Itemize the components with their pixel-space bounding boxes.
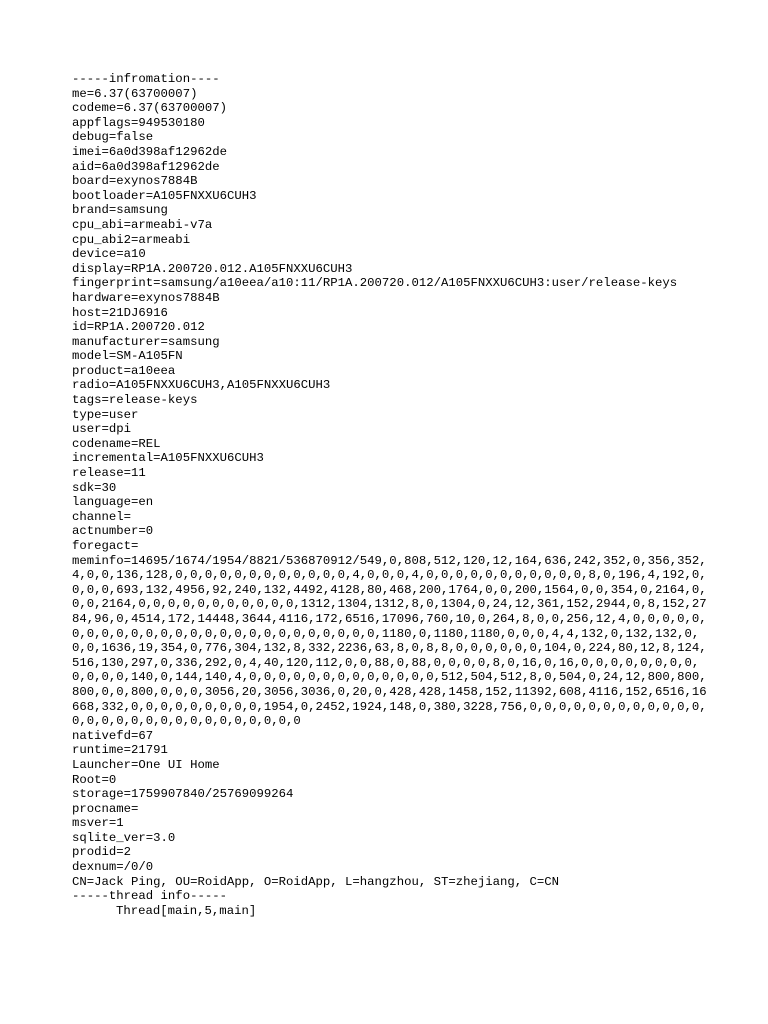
radio-line: radio=A105FNXXU6CUH3,A105FNXXU6CUH3 [72,378,331,393]
device-line: device=a10 [72,247,146,262]
type-line: type=user [72,407,139,422]
brand-line: brand=samsung [72,203,168,218]
product-line: product=a10eea [72,363,176,378]
actnumber-line: actnumber=0 [72,524,154,539]
display-line: display=RP1A.200720.012.A105FNXXU6CUH3 [72,261,353,276]
channel-line: channel= [72,509,132,524]
foregact-line: foregact= [72,539,139,553]
root-line: Root=0 [72,772,117,787]
information-section-header: -----infromation---- [72,72,220,86]
meminfo-block: meminfo=14695/1674/1954/8821/536870912/549,0,808,512,120,12,164,636,242,352,0,356,352,4,0,0,136,128,0,0,0,0,0,0,0,0,0,0,0,0,4,0,0,0,4,0,0,0,0,0,0,0,0,0,0,0,8,0,196,4,192,0,0,0,0,693,132,4956,92,240,132,4492,4128,80,468,200,1764,0,0,200,1564,0,0,354,0,2164,0,0,0,2164,0,0,0,0,0,0,0,0,0,0,0,1312,1304,1312,8,0,1304,0,24,12,361,152,2944,0,8,152,2784,96,0,4514,172,14448,3644,4116,172,6516,17096,760,10,0,264,8,0,0,256,12,4,0,0,0,0,0,0,0,0,0,0,0,0,0,0,0,0,0,0,0,0,0,0,0,0,0,0,1180,0,1180,1180,0,0,0,4,4,132,0,132,132,0,0,0,1636,19,354,0,776,304,132,8,332,2236,63,8,0,8,8,0,0,0,0,0,0,104,0,224,80,12,8,124,516,130,297,0,336,292,0,4,40,120,112,0,0,88,0,88,0,0,0,0,8,0,16,0,16,0,0,0,0,0,0,0,0,0,0,0,0,140,0,144,140,4,0,0,0,0,0,0,0,0,0,0,0,0,0,512,504,512,8,0,504,0,24,12,800,800,800,0,0,800,0,0,0,3056,20,3056,3036,0,20,0,428,428,1458,152,11392,608,4116,152,6516,16668,332,0,0,0,0,0,0,0,0,0,1954,0,2452,1924,148,0,380,3228,756,0,0,0,0,0,0,0,0,0,0,0,0,0,0,0,0,0,0,0,0,0,0,0,0,0,0,0,0 [72,553,707,729]
id-line: id=RP1A.200720.012 [72,320,205,335]
thread-line: Thread[main,5,main] [116,903,257,918]
codeme-line: codeme=6.37(63700007) [72,101,227,116]
manufacturer-line: manufacturer=samsung [72,334,220,349]
release-line: release=11 [72,466,146,481]
bootloader-line: bootloader=A105FNXXU6CUH3 [72,188,257,203]
fingerprint-line: fingerprint=samsung/a10eea/a10:11/RP1A.200720.012/A105FNXXU6CUH3:user/release-keys [72,276,678,291]
me-line: me=6.37(63700007) [72,86,198,101]
runtime-line: runtime=21791 [72,743,168,758]
model-line: model=SM-A105FN [72,349,183,364]
hardware-line: hardware=exynos7884B [72,290,220,305]
aid-line: aid=6a0d398af12962de [72,159,220,174]
sdk-line: sdk=30 [72,480,117,495]
launcher-line: Launcher=One UI Home [72,757,220,772]
nativefd-line: nativefd=67 [72,728,154,743]
language-line: language=en [72,495,154,510]
msver-line: msver=1 [72,816,124,831]
prodid-line: prodid=2 [72,845,132,860]
thread-info-section-header: -----thread info----- [72,889,227,904]
dexnum-line: dexnum=/0/0 [72,860,154,875]
imei-line: imei=6a0d398af12962de [72,144,227,159]
codename-line: codename=REL [72,436,161,451]
cpu-abi-line: cpu_abi=armeabi-v7a [72,217,213,232]
user-line: user=dpi [72,422,132,437]
tags-line: tags=release-keys [72,393,198,408]
storage-line: storage=1759907840/25769099264 [72,787,294,802]
appflags-line: appflags=949530180 [72,115,205,130]
incremental-line: incremental=A105FNXXU6CUH3 [72,451,264,466]
board-line: board=exynos7884B [72,174,198,189]
sqlite-ver-line: sqlite_ver=3.0 [72,830,176,845]
cpu-abi2-line: cpu_abi2=armeabi [72,232,191,247]
certificate-line: CN=Jack Ping, OU=RoidApp, O=RoidApp, L=hangzhou, ST=zhejiang, C=CN [72,874,560,889]
host-line: host=21DJ6916 [72,305,168,320]
crash-log-document [72,72,712,918]
procname-line: procname= [72,801,139,816]
debug-line: debug=false [72,130,154,145]
